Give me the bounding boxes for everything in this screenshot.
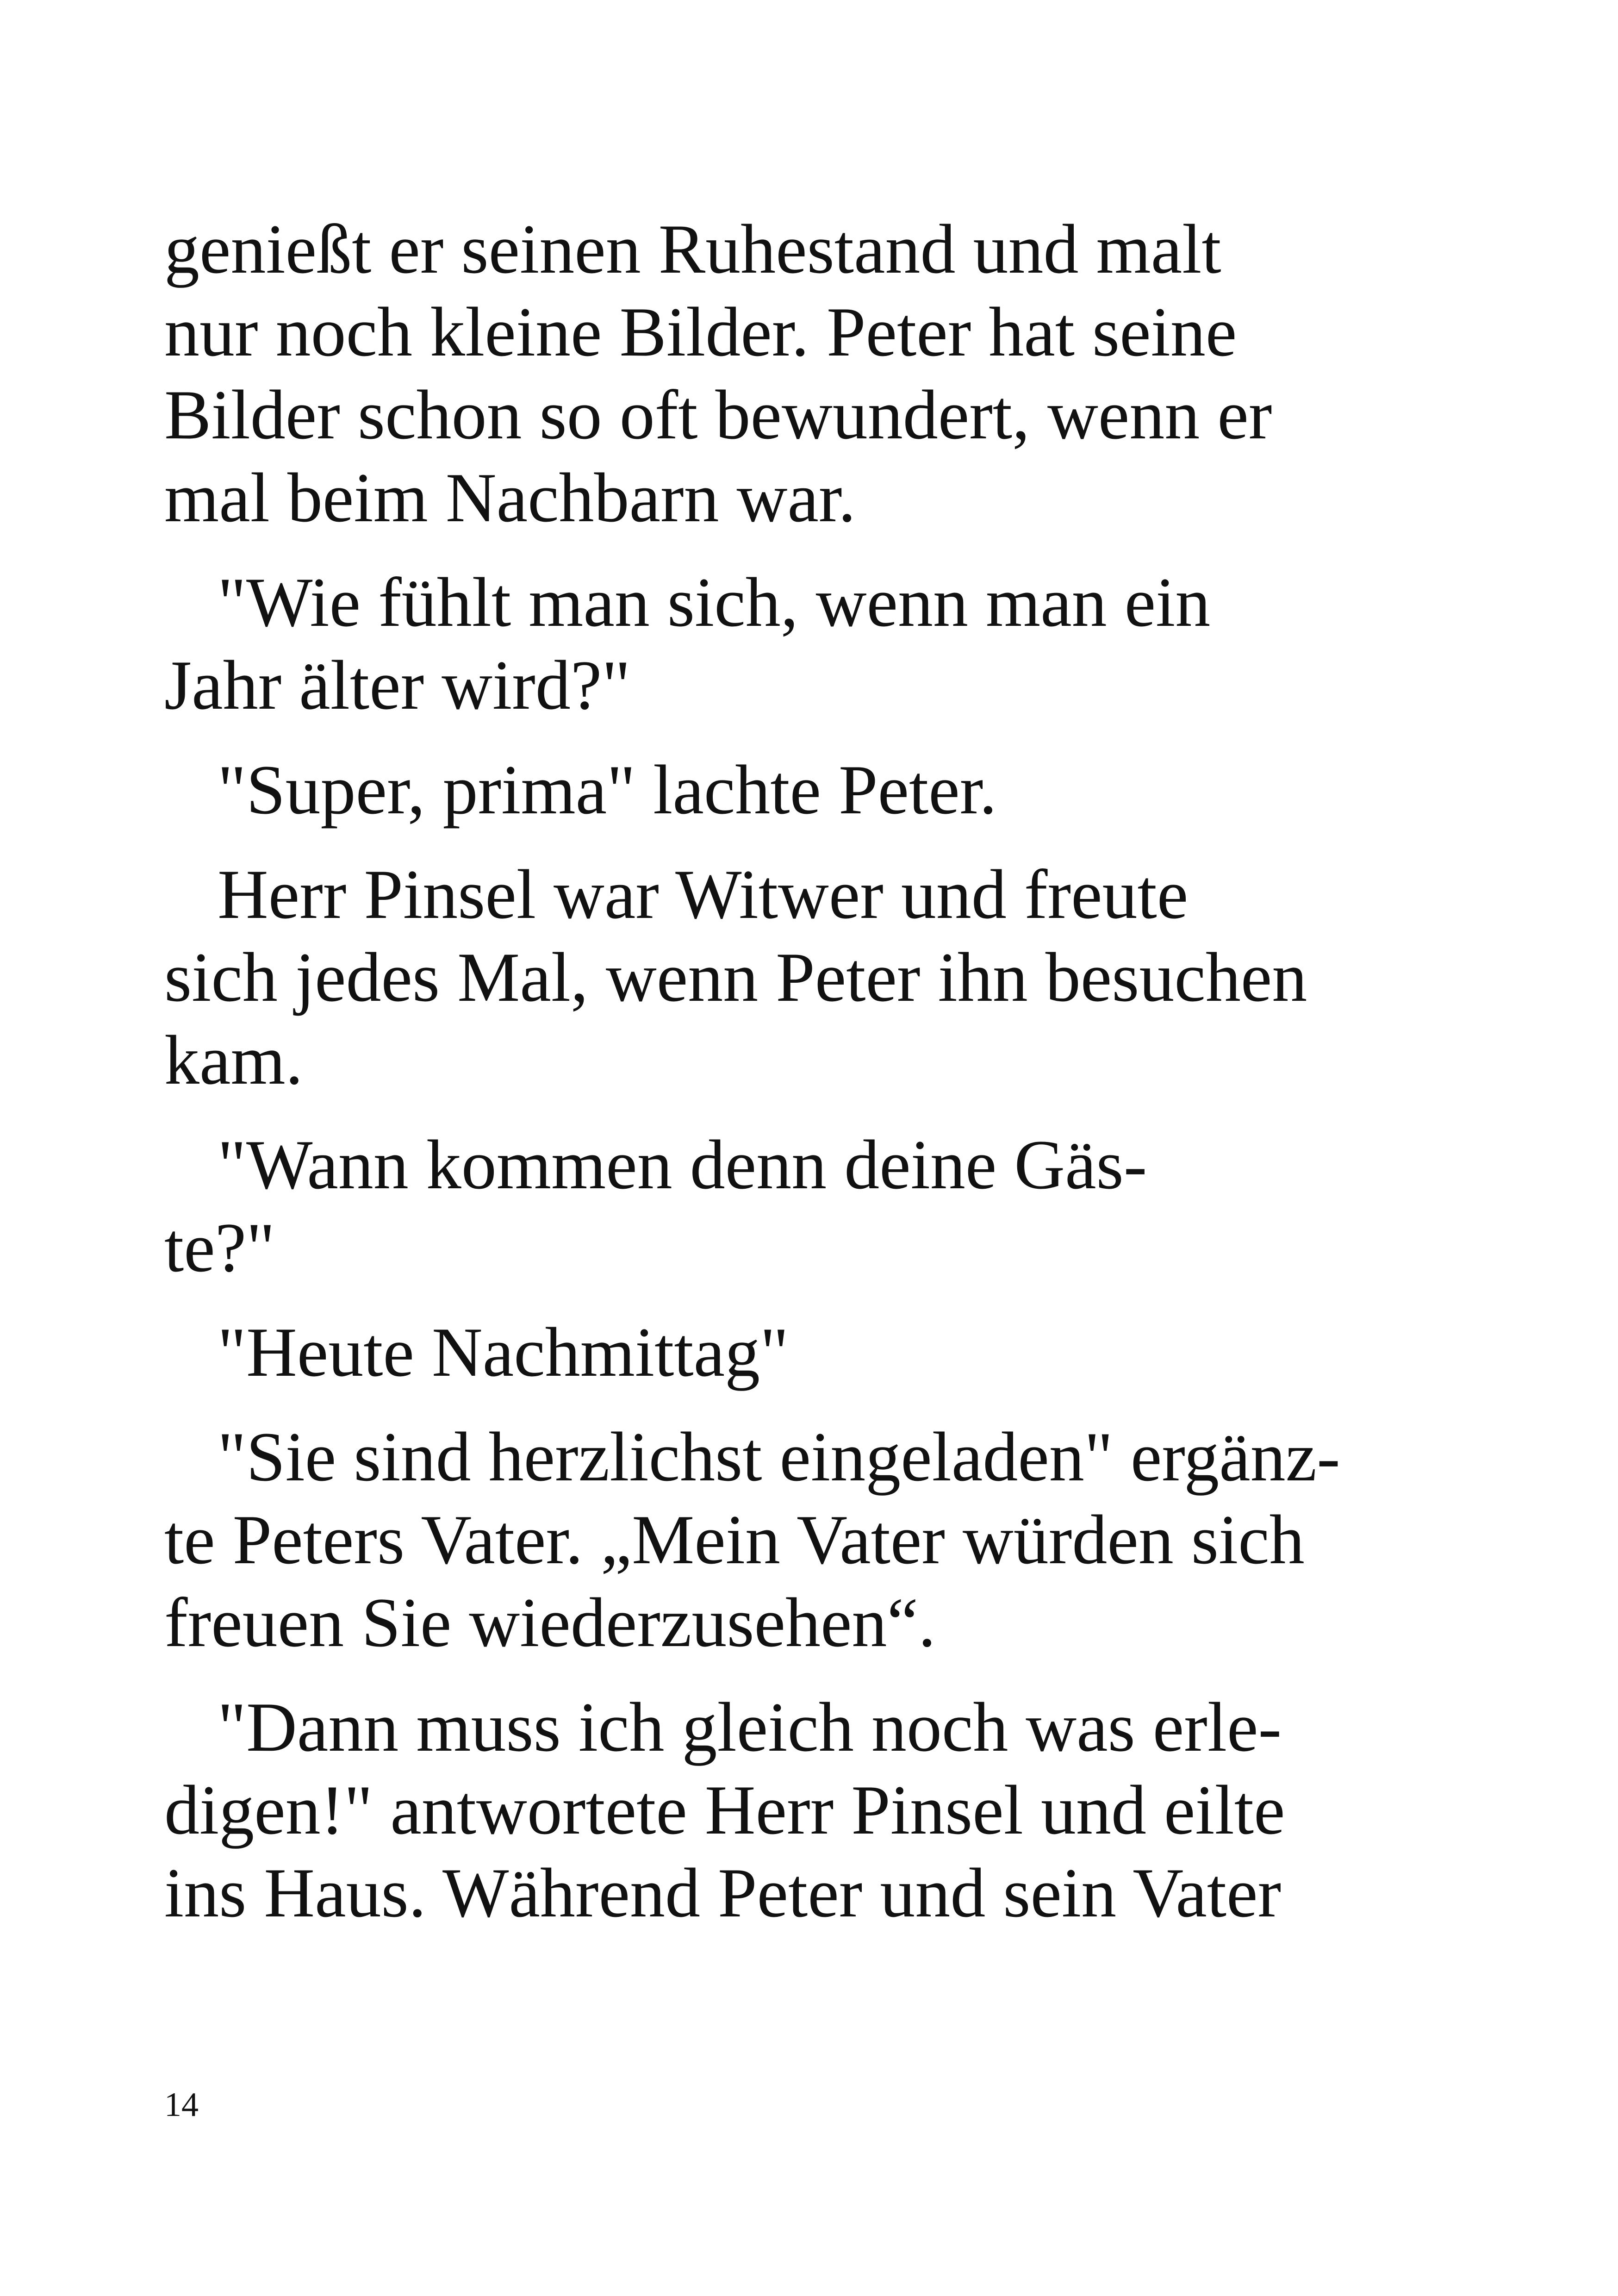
text-line: Herr Pinsel war Witwer und freute	[218, 855, 1189, 933]
text-line: mal beim Nachbarn war.	[164, 459, 856, 537]
text-line: "Heute Nachmittag"	[218, 1313, 789, 1391]
text-line: sich jedes Mal, wenn Peter ihn besuchen	[164, 938, 1307, 1016]
text-line: ins Haus. Während Peter und sein Vater	[164, 1854, 1282, 1932]
text-line: freuen Sie wiederzusehen“.	[164, 1584, 936, 1661]
text-line: te Peters Vater. „Mein Vater würden sich	[164, 1501, 1305, 1578]
text-line: "Sie sind herzlichst eingeladen" ergänz-	[218, 1418, 1340, 1496]
text-line: Bilder schon so oft bewundert, wenn er	[164, 376, 1272, 454]
text-line: "Super, prima" lachte Peter.	[218, 751, 997, 829]
text-line: kam.	[164, 1021, 303, 1099]
page-number: 14	[164, 2086, 199, 2124]
text-line: te?"	[164, 1209, 275, 1286]
text-line: nur noch kleine Bilder. Peter hat seine	[164, 293, 1237, 371]
text-line: "Wie fühlt man sich, wenn man ein	[218, 563, 1211, 641]
text-line: "Wann kommen denn deine Gäs-	[218, 1126, 1147, 1204]
text-line: genießt er seinen Ruhestand und malt	[164, 210, 1221, 288]
text-line: Jahr älter wird?"	[164, 646, 631, 724]
text-line: digen!" antwortete Herr Pinsel und eilte	[164, 1771, 1285, 1849]
text-line: "Dann muss ich gleich noch was erle-	[218, 1688, 1282, 1766]
